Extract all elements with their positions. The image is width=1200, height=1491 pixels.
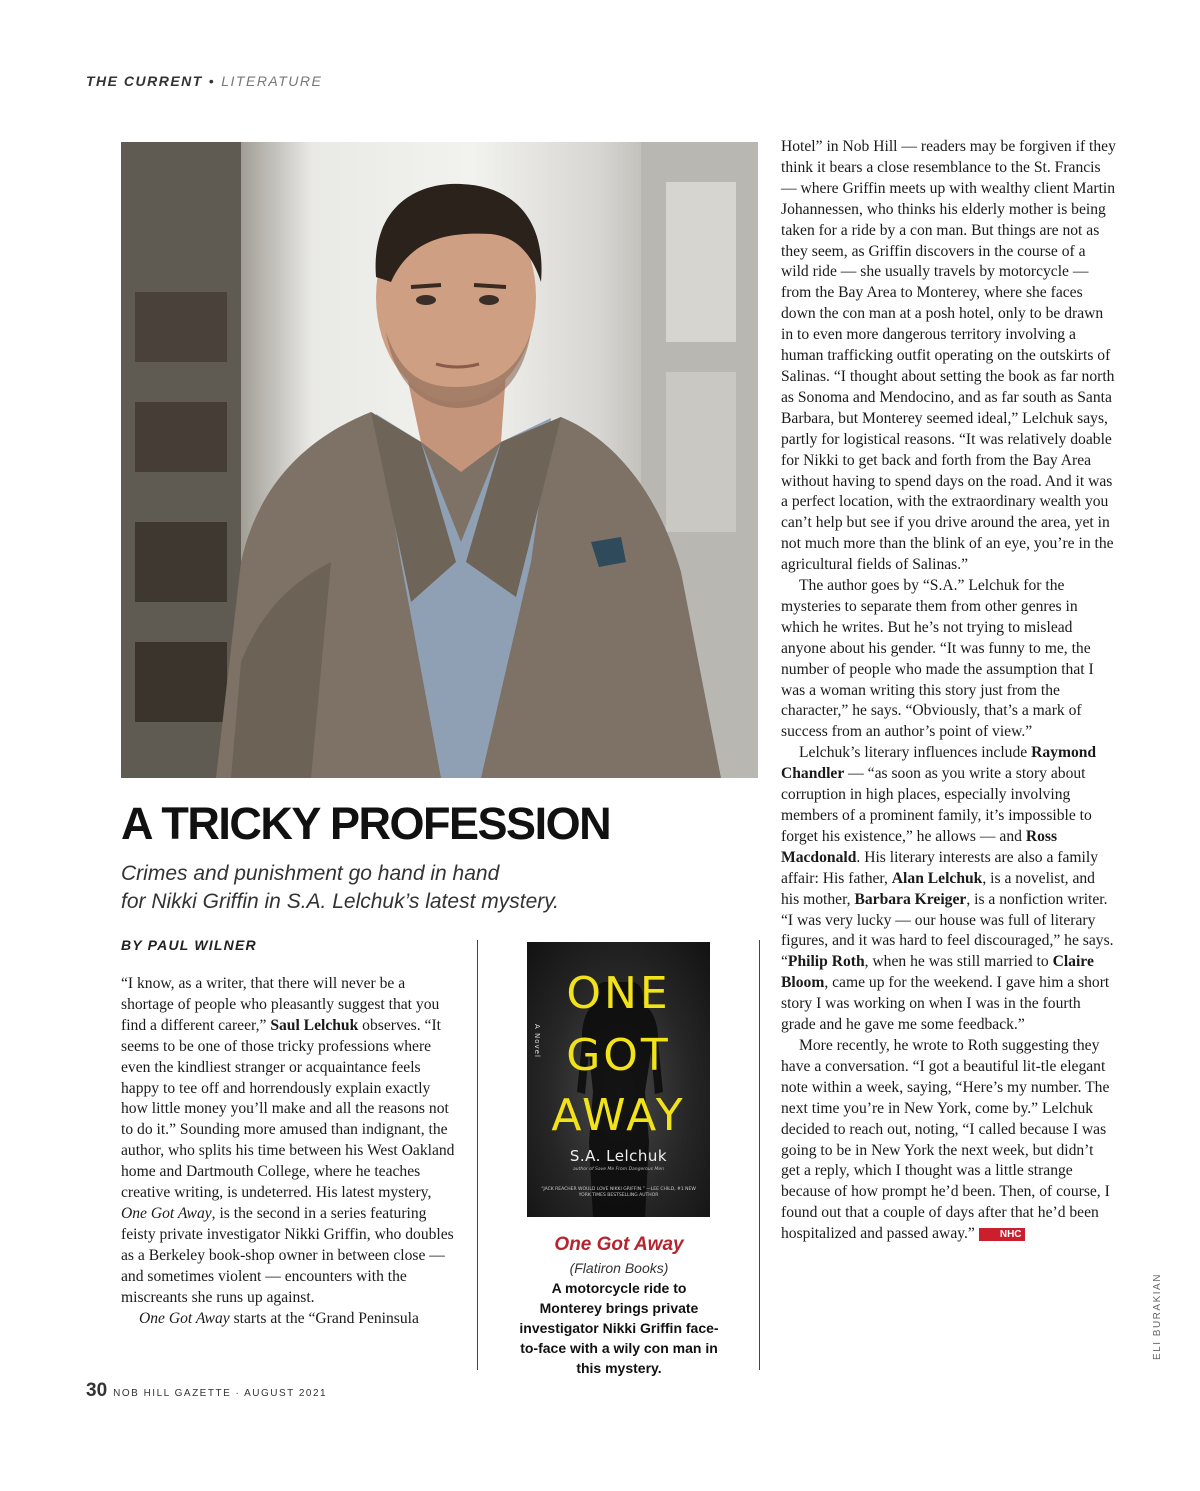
byline: BY PAUL WILNER [121, 937, 257, 953]
column-rule [477, 940, 478, 1370]
book-caption [519, 1232, 719, 1378]
deck-line: Crimes and punishment go hand in hand [121, 862, 500, 885]
bold-name: Raymond Chandler [781, 744, 1097, 783]
bold-name: Philip Roth [787, 953, 865, 971]
article-body-column-1 [121, 974, 456, 1329]
body-paragraph [781, 1036, 1116, 1245]
page-number: 30 [86, 1380, 108, 1401]
body-text-run: , came up for the weekend. I gave him a short story I was working on when I was in the fourth grade and he gave me some feedback.” [781, 974, 1110, 1034]
body-text-run: “I know, as a writer, that there will never be a shortage of people who pleasantly suggest that you find a different career,” [121, 975, 440, 1034]
body-paragraph [121, 974, 456, 1309]
book-cover [527, 942, 710, 1217]
section-header [86, 73, 322, 89]
cover-title-line: ONE [566, 968, 671, 1019]
author-portrait-photo [121, 142, 758, 778]
body-text-run: — “as soon as you write a story about corruption in high places, especially involving members of a prominent family, it’s impossible to forget his existence,” he allows — and [781, 765, 1092, 845]
subsection-name: LITERATURE [221, 73, 323, 89]
section-separator: • [208, 73, 216, 89]
bold-name: Ross Macdonald [781, 827, 1058, 866]
section-name: THE CURRENT [86, 73, 203, 89]
bold-name: Claire Bloom [781, 953, 1094, 992]
body-text-run: observes. “It seems to be one of those tricky professions where even the kindliest stranger or acquaintance feels happy to tee off and horrendously explain exactly how little money you’ll make and all the reasons not to do it.” Sounding more amused than indignant, the author, who splits his time between his West Oakland home and Dartmouth College, where he teaches creative writing, is undeterred. His latest mystery, [121, 1016, 455, 1202]
photo-credit: ELI BURAKIAN [1152, 1273, 1163, 1360]
body-paragraph [781, 137, 1116, 576]
body-text-run: , is the second in a series featuring feisty private investigator Nikki Griffin, who doubles as a Berkeley book-shop owner in between close — and sometimes violent — encounters with the miscreants she runs up against. [121, 1204, 454, 1306]
bold-name: Alan Lelchuk [891, 869, 983, 887]
cover-vertical-label: A Novel [533, 1024, 541, 1058]
body-text-run: Lelchuk’s literary influences include [799, 744, 1032, 762]
body-text-run: . His literary interests are also a family affair: His father, [781, 848, 1099, 887]
body-paragraph [781, 743, 1116, 1036]
italic-title: One Got Away [121, 1204, 212, 1222]
caption-text: A motorcycle ride to Monterey brings private investigator Nikki Griffin face-to-face with a wily con man in this mystery. [519, 1280, 719, 1376]
cover-blurb: “JACK REACHER WOULD LOVE NIKKI GRIFFIN.” —LEE CHILD, #1 NEW YORK TIMES BESTSELLING AUTHOR [541, 1187, 696, 1198]
body-text-run: The author goes by “S.A.” Lelchuk for the mysteries to separate them from other genres in which he writes. But he’s not trying to mislead anyone about his gender. “It was funny to me, the number of people who made the assumption that I was a woman writing this story just from the character,” he says. “Obviously, that’s a mark of success from an author’s point of view.” [781, 577, 1094, 741]
article-headline: A TRICKY PROFESSION [121, 798, 611, 849]
bold-name: Saul Lelchuk [270, 1016, 359, 1034]
caption-title: One Got Away [554, 1234, 684, 1255]
body-text-run: More recently, he wrote to Roth suggesting they have a conversation. “I got a beautiful lit-tle elegant note within a week, saying, “Here’s my number. The next time you’re in New York, come by.” Lelchuk decided to reach out, noting, “I called because I was going to be in New York the next week, but didn’t get a reply, which I thought was a little strange because of how prompt he’d been. Then, of course, I found out that a couple of days after that he’d been hospitalized and passed away.” [781, 1036, 1110, 1243]
body-text-run: starts at the “Grand Peninsula [229, 1309, 419, 1327]
article-body-column-3 [781, 137, 1116, 1245]
cover-title-line: AWAY [551, 1090, 686, 1141]
page-footer [86, 1380, 327, 1402]
cover-title-line: GOT [566, 1030, 671, 1081]
body-text-run: , when he was still married to [864, 953, 1053, 971]
deck-line: for Nikki Griffin in S.A. Lelchuk’s latest mystery. [121, 890, 560, 913]
italic-title: One Got Away [139, 1309, 230, 1327]
end-mark-badge: NHC [979, 1228, 1025, 1241]
bold-name: Barbara Kreiger [854, 890, 967, 908]
body-text-run: , is a nonfiction writer. “I was very lucky — our house was full of literary figures, and it was hard to feel discouraged,” he says. “ [781, 890, 1114, 971]
cover-tagline: author of Save Me From Dangerous Men [572, 1167, 665, 1172]
body-text-run: , is a novelist, and his mother, [781, 869, 1095, 908]
portrait-illustration [121, 142, 758, 778]
caption-publisher: (Flatiron Books) [569, 1260, 669, 1276]
article-deck [121, 860, 641, 916]
body-text-run: Hotel” in Nob Hill — readers may be forgiven if they think it bears a close resemblance to the St. Francis — where Griffin meets up with wealthy client Martin Johannessen, who thinks his elderly mother is being taken for a ride by a con man. But things are not as they seem, as Griffin discovers in the course of a wild ride — she usually travels by motorcycle — from the Bay Area to Monterey, where she faces down the con man at a posh hotel, only to be drawn in to even more dangerous territory involving a human trafficking outfit operating on the outskirts of Salinas. “I thought about setting the book as far north as Sonoma and Mendocino, and as far south as Santa Barbara, but Monterey seemed ideal,” Lelchuk says, partly for logistical reasons. “It was relatively doable for Nikki to get back and forth from the Bay Area without having to spend days on the road. And it was a perfect location, with the extraordinary wealth you can’t help but see if you drive around the area, yet in not much more than the blink of an eye, you’re in the agricultural fields of Salinas.” [781, 138, 1116, 574]
publication-line: NOB HILL GAZETTE · AUGUST 2021 [113, 1388, 328, 1399]
cover-author: S.A. Lelchuk [569, 1147, 668, 1165]
body-paragraph [781, 576, 1116, 743]
body-paragraph [121, 1309, 456, 1330]
column-rule [759, 940, 760, 1370]
